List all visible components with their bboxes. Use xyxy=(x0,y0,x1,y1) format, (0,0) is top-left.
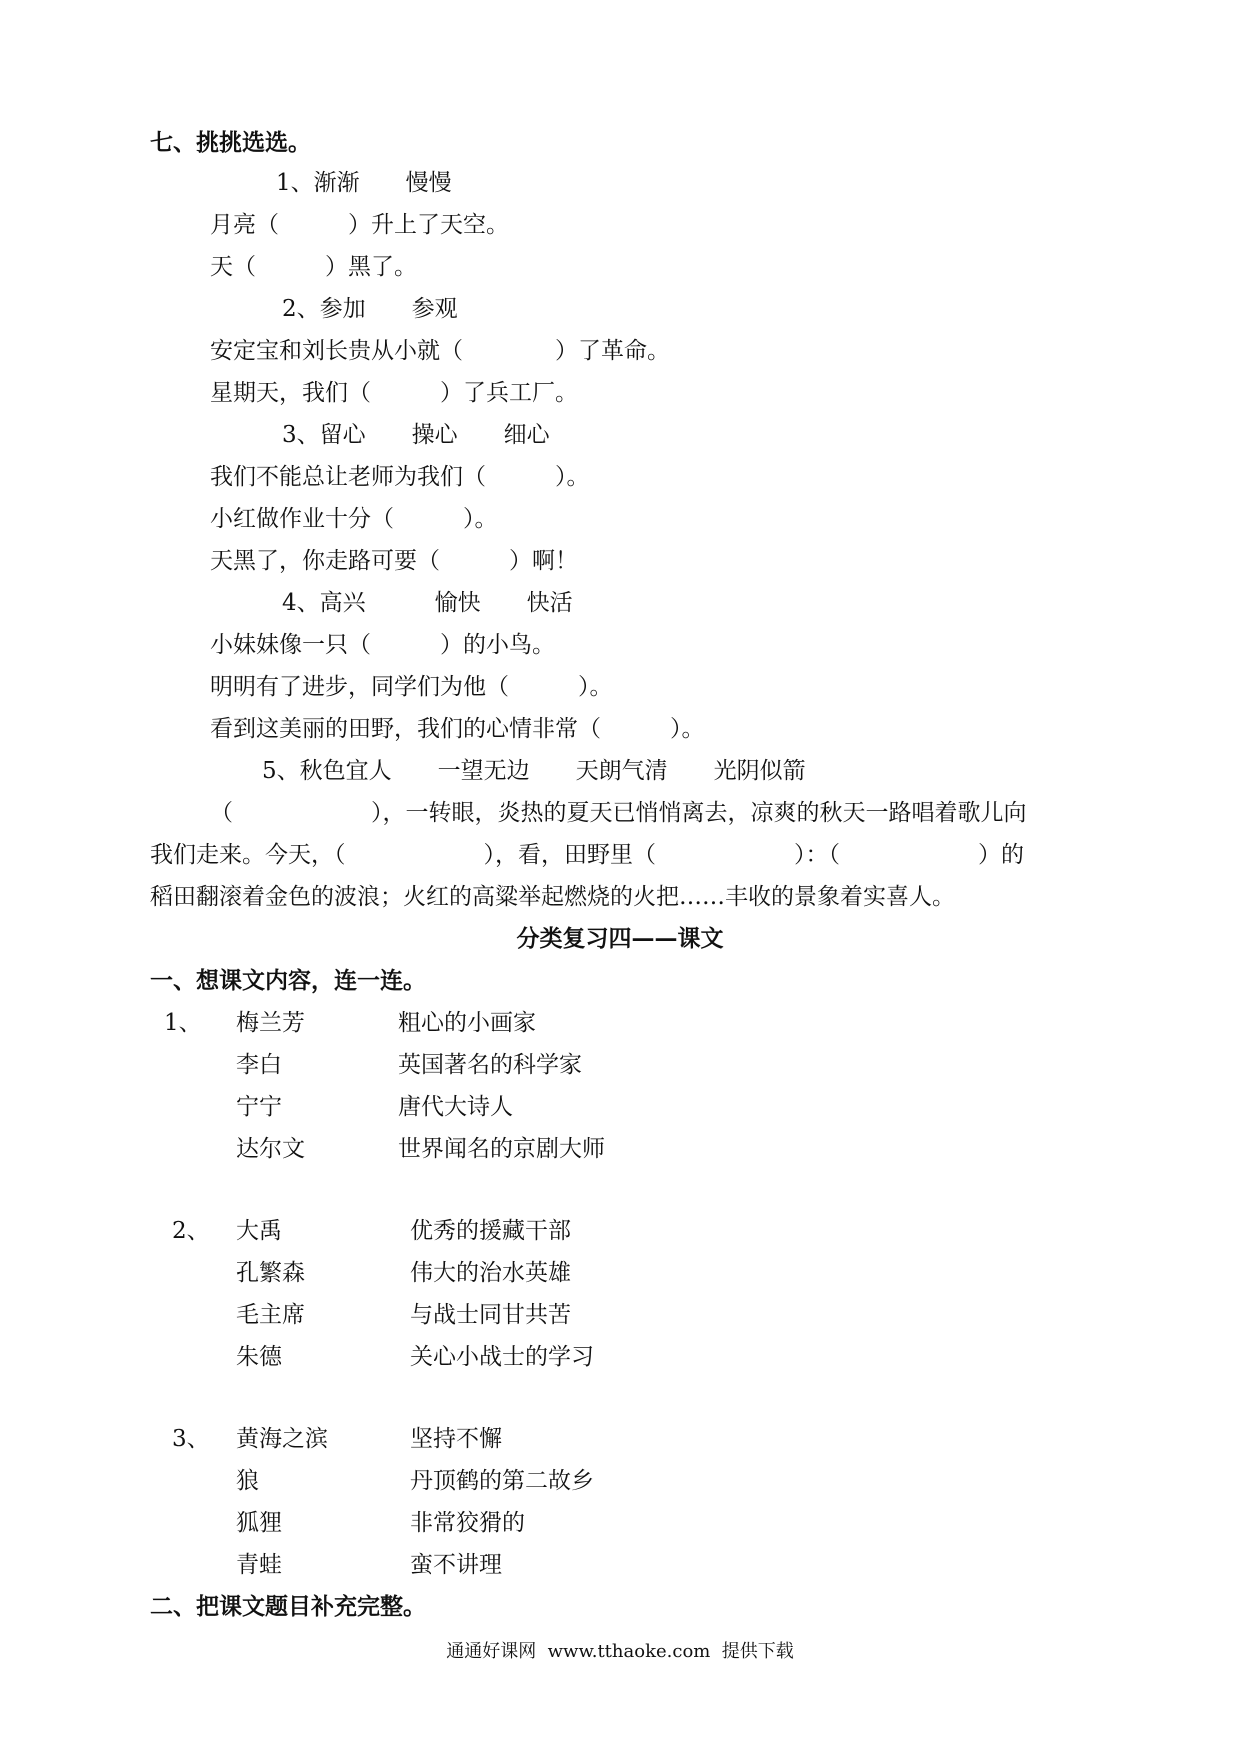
group-5-paragraph-line-3: 稻田翻滚着金色的波浪；火红的高粱举起燃烧的火把……丰收的景象着实喜人。 xyxy=(150,884,955,910)
group-2-words: 2、参加 参观 xyxy=(282,296,458,322)
match-3-right-item: 坚持不懈 xyxy=(410,1426,502,1452)
group-5-words: 5、秋色宜人 一望无边 天朗气清 光阴似箭 xyxy=(262,758,806,784)
match-1-number: 1、 xyxy=(164,1010,202,1036)
review-4-heading: 分类复习四——课文 xyxy=(516,925,724,952)
match-3-right-item: 非常狡猾的 xyxy=(410,1510,525,1536)
match-2-right-item: 与战士同甘共苦 xyxy=(410,1302,571,1328)
part-2-title: 二、把课文题目补充完整。 xyxy=(150,1593,426,1620)
group-5-paragraph-line-2: 我们走来。今天，（ ），看，田野里（ ）：（ ）的 xyxy=(150,842,1024,868)
match-1-left-item: 达尔文 xyxy=(236,1136,305,1162)
match-3-left-item: 黄海之滨 xyxy=(236,1426,328,1452)
match-2-left-item: 大禹 xyxy=(236,1218,282,1244)
group-2-question-1: 安定宝和刘长贵从小就（ ）了革命。 xyxy=(210,338,670,364)
match-2-right-item: 优秀的援藏干部 xyxy=(410,1218,571,1244)
match-2-number: 2、 xyxy=(172,1218,210,1244)
match-3-right-item: 丹顶鹤的第二故乡 xyxy=(410,1468,594,1494)
match-1-right-item: 世界闻名的京剧大师 xyxy=(398,1136,605,1162)
group-1-question-1: 月亮（ ）升上了天空。 xyxy=(210,212,509,238)
group-2-question-2: 星期天，我们（ ）了兵工厂。 xyxy=(210,380,578,406)
match-1-left-item: 梅兰芳 xyxy=(236,1010,305,1036)
group-3-question-1: 我们不能总让老师为我们（ ）。 xyxy=(210,464,590,490)
match-2-left-item: 朱德 xyxy=(236,1344,282,1370)
footer-source: 通通好课网 www.tthaoke.com 提供下载 xyxy=(446,1641,794,1662)
match-2-right-item: 关心小战士的学习 xyxy=(410,1344,594,1370)
group-3-question-3: 天黑了，你走路可要（ ）啊！ xyxy=(210,548,578,574)
group-1-question-2: 天（ ）黑了。 xyxy=(210,254,417,280)
group-5-paragraph-line-1: （ ），一转眼，炎热的夏天已悄悄离去，凉爽的秋天一路唱着歌儿向 xyxy=(210,800,1027,826)
group-4-question-2: 明明有了进步，同学们为他（ ）。 xyxy=(210,674,613,700)
group-4-question-3: 看到这美丽的田野，我们的心情非常（ ）。 xyxy=(210,716,705,742)
match-3-right-item: 蛮不讲理 xyxy=(410,1552,502,1578)
group-4-words: 4、高兴 愉快 快活 xyxy=(282,590,573,616)
match-3-left-item: 狼 xyxy=(236,1468,259,1494)
match-2-right-item: 伟大的治水英雄 xyxy=(410,1260,571,1286)
group-4-question-1: 小妹妹像一只（ ）的小鸟。 xyxy=(210,632,555,658)
group-3-question-2: 小红做作业十分（ ）。 xyxy=(210,506,498,532)
match-1-right-item: 粗心的小画家 xyxy=(398,1010,536,1036)
group-1-words: 1、渐渐 慢慢 xyxy=(276,170,452,196)
match-3-left-item: 狐狸 xyxy=(236,1510,282,1536)
match-3-left-item: 青蛙 xyxy=(236,1552,282,1578)
match-2-left-item: 孔繁森 xyxy=(236,1260,305,1286)
match-1-right-item: 英国著名的科学家 xyxy=(398,1052,582,1078)
match-1-left-item: 李白 xyxy=(236,1052,282,1078)
match-1-right-item: 唐代大诗人 xyxy=(398,1094,513,1120)
group-3-words: 3、留心 操心 细心 xyxy=(282,422,550,448)
part-1-title: 一、想课文内容，连一连。 xyxy=(150,967,426,994)
match-1-left-item: 宁宁 xyxy=(236,1094,282,1120)
match-2-left-item: 毛主席 xyxy=(236,1302,305,1328)
match-3-number: 3、 xyxy=(172,1426,210,1452)
section-7-title: 七、挑挑选选。 xyxy=(150,129,311,156)
